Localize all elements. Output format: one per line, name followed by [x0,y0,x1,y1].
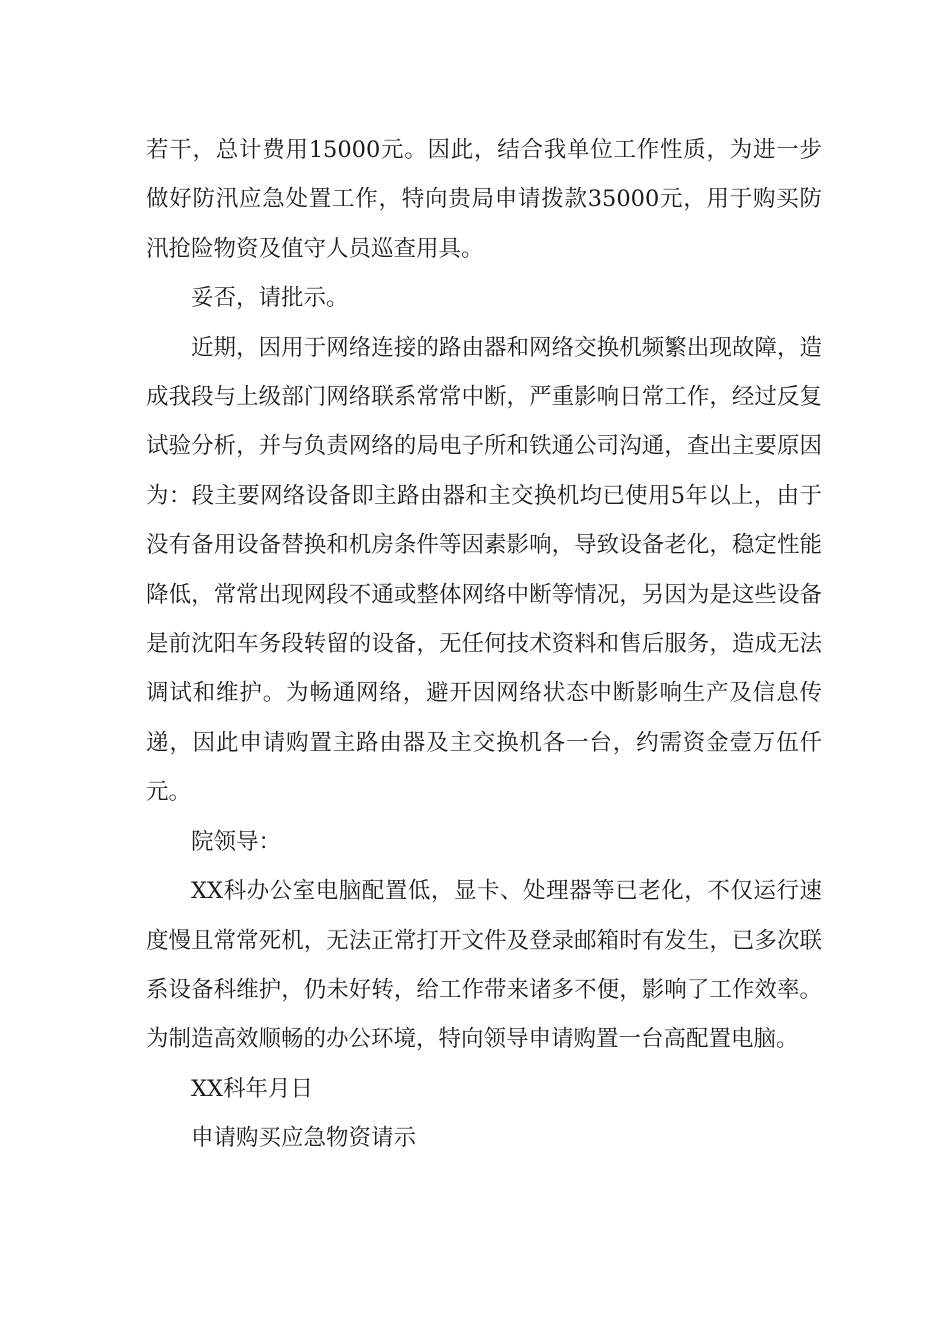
paragraph-computer-request: XX科办公室电脑配置低，显卡、处理器等已老化，不仅运行速度慢且常常死机，无法正常打开文件及登录邮箱时有发生，已多次联系设备科维护，仍未好转，给工作带来诸多不便，影响了工作效率。为制造高效顺畅的办公环境，特向领导申请购置一台高配置电脑。 [146,878,822,1053]
paragraph-approval-request: 妥否，请批示。 [191,285,349,312]
paragraph-salutation: 院领导： [191,828,282,855]
paragraph-continuation: 若干，总计费用15000元。因此，结合我单位工作性质，为进一步做好防汛应急处置工作，特向贵局申请拨款35000元，用于购买防汛抢险物资及值守人员巡查用具。 [146,137,822,262]
paragraph-network-equipment: 近期，因用于网络连接的路由器和网络交换机频繁出现故障，造成我段与上级部门网络联系常常中断，严重影响日常工作，经过反复试验分析，并与负责网络的局电子所和铁通公司沟通，查出主要原因为：段主要网络设备即主路由器和主交换机均已使用5年以上，由于没有备用设备替换和机房条件等因素影响，导致设备老化，稳定性能降低，常常出现网段不通或整体网络中断等情况，另因为是这些设备是前沈阳车务段转留的设备，无任何技术资料和售后服务，造成无法调试和维护。为畅通网络，避开因网络状态中断影响生产及信息传递，因此申请购置主路由器及主交换机各一台，约需资金壹万伍仟元。 [146,334,822,806]
paragraph-next-title: 申请购买应急物资请示 [191,1125,417,1152]
document-body [146,126,822,1164]
paragraph-signature-date: XX科年月日 [191,1075,314,1102]
